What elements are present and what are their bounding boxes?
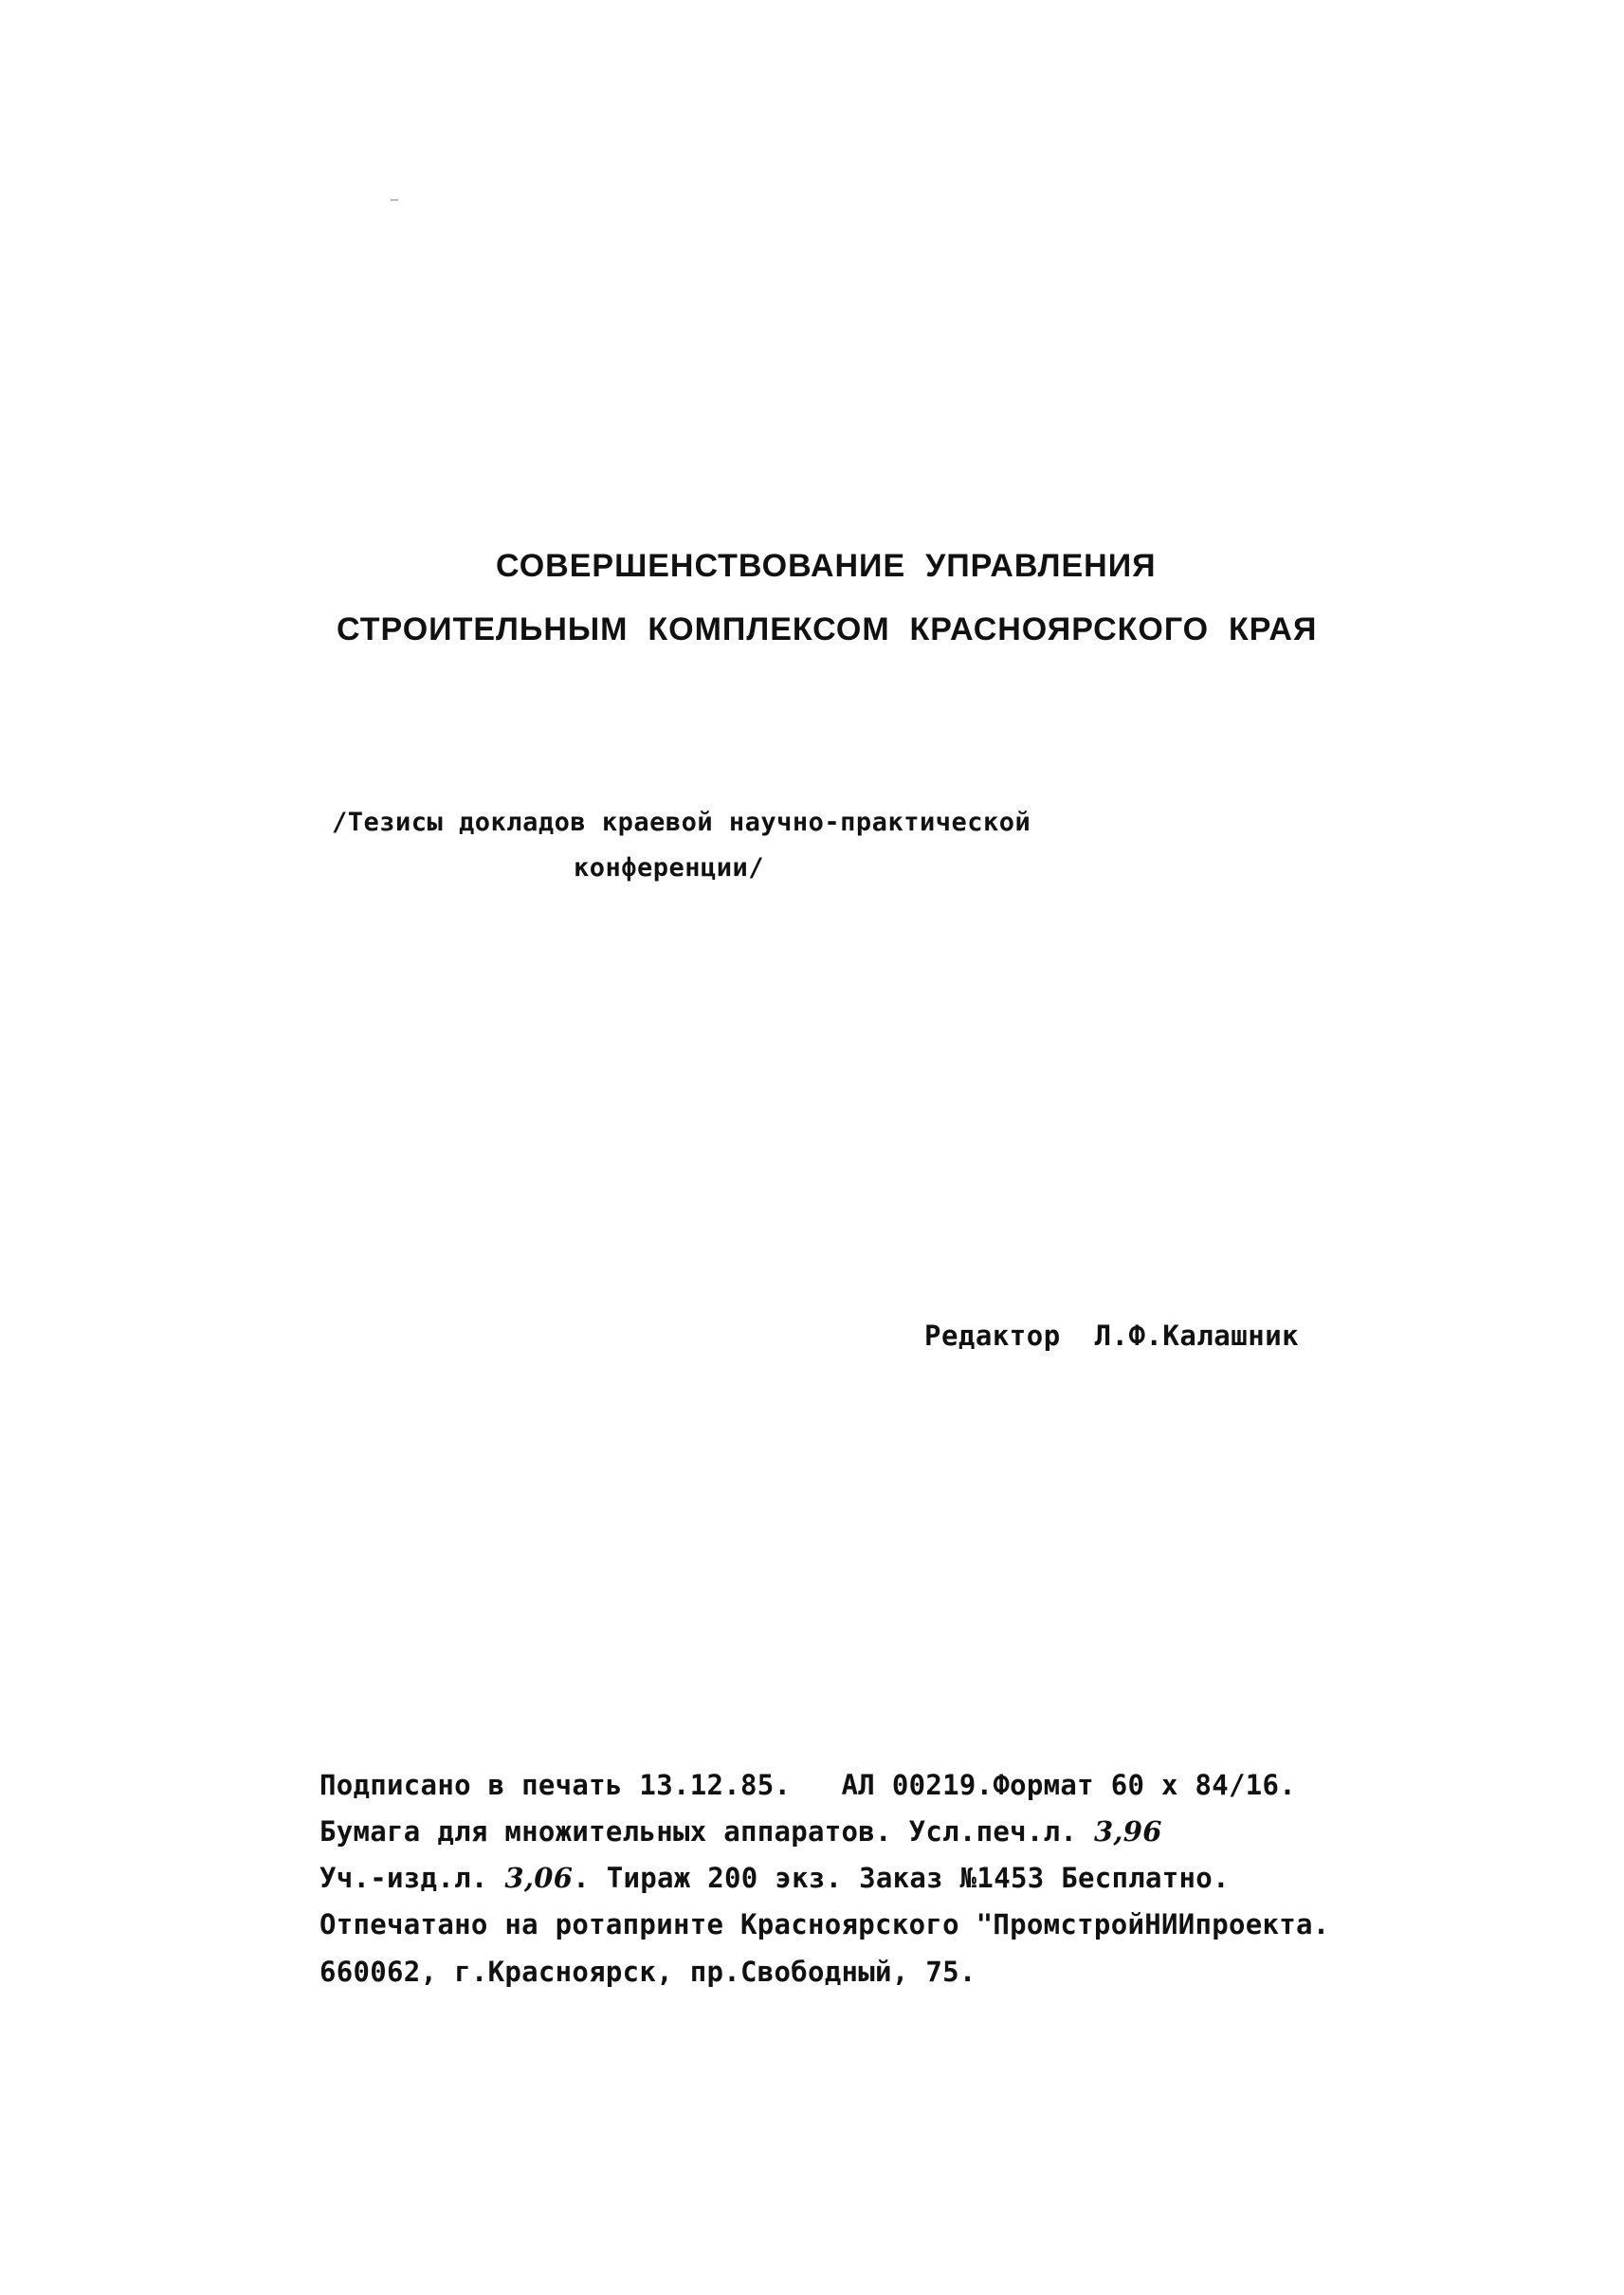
scan-speck	[391, 199, 398, 201]
imprint-line-3-text: . Тираж 200 экз. Заказ №1453 Бесплатно.	[573, 1862, 1230, 1894]
imprint-line-3-prefix: Уч.-изд.л.	[319, 1862, 505, 1894]
imprint-line-2-text: Бумага для множительных аппаратов. Усл.печ.л.	[319, 1815, 1094, 1848]
handwritten-value: 3,06	[504, 1862, 574, 1894]
editor-credit: Редактор Л.Ф.Калашник	[924, 1320, 1300, 1352]
imprint-line-3	[319, 1862, 1230, 1894]
title-line-2: СТРОИТЕЛЬНЫМ КОМПЛЕКСОМ КРАСНОЯРСКОГО КРАЯ	[337, 611, 1318, 647]
imprint-line-5: 660062, г.Красноярск, пр.Свободный, 75.	[319, 1956, 976, 1988]
imprint-line-4: Отпечатано на ротапринте Красноярского "ПромстройНИИпроекта.	[319, 1908, 1330, 1940]
title-line-1: СОВЕРШЕНСТВОВАНИЕ УПРАВЛЕНИЯ	[496, 548, 1157, 584]
imprint-line-1: Подписано в печать 13.12.85. АЛ 00219.Формат 60 х 84/16.	[319, 1769, 1297, 1801]
imprint-line-2	[319, 1815, 1162, 1848]
subtitle-line-2: конференции/	[574, 853, 765, 883]
subtitle-line-1: /Тезисы докладов краевой научно-практической	[332, 808, 1031, 837]
handwritten-value: 3,96	[1093, 1815, 1162, 1848]
